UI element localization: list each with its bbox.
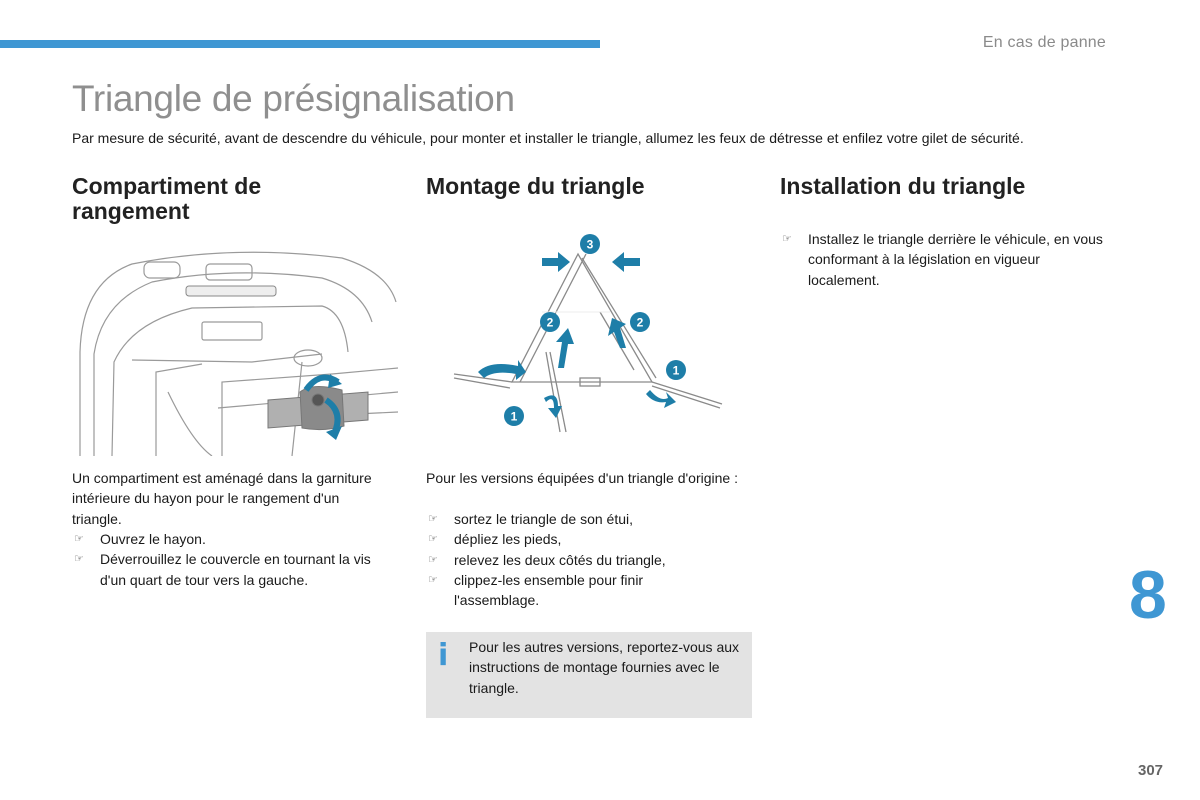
trunk-compartment-illustration	[72, 242, 398, 456]
step-badge-1-right: 1	[672, 363, 680, 378]
hand-pointer-icon: ☞	[74, 553, 84, 566]
hand-pointer-icon: ☞	[74, 533, 84, 545]
page-title: Triangle de présignalisation	[72, 78, 515, 119]
intro-paragraph: Par mesure de sécurité, avant de descendre du véhicule, pour monter et installer le triangle, allumez les feux de détresse et enfilez votre gilet de sécurité.	[72, 130, 1024, 146]
installation-bullets	[780, 229, 1110, 290]
heading-assembly: Montage du triangle	[426, 173, 645, 199]
header-accent-bar	[0, 40, 600, 48]
list-item: ☞ clippez-les ensemble pour finir l'assemblage.	[428, 571, 644, 609]
list-item: ☞ Ouvrez le hayon.	[72, 529, 390, 549]
list-item: ☞ Installez le triangle derrière le véhicule, en vous conformant à la législation en vigueur localement.	[782, 231, 1103, 288]
assembly-text: Pour les versions équipées d'un triangle d'origine :	[426, 470, 738, 486]
hand-pointer-icon: ☞	[782, 233, 792, 245]
heading-storage: Compartiment de rangement	[72, 173, 262, 224]
section-label: En cas de panne	[982, 34, 1106, 51]
step-badge-2-right: 2	[636, 315, 644, 330]
info-icon: i	[438, 638, 449, 673]
step-badges	[504, 234, 686, 426]
chapter-number: 8	[1129, 557, 1167, 633]
list-item: ☞ Déverrouillez le couvercle en tournant la vis d'un quart de tour vers la gauche.	[74, 551, 371, 588]
list-item: ☞ relevez les deux côtés du triangle,	[426, 550, 744, 570]
step-badge-2-left: 2	[546, 315, 554, 330]
hand-pointer-icon: ☞	[428, 513, 438, 525]
storage-bullets	[72, 529, 390, 590]
storage-text: Un compartiment est aménagé dans la garniture intérieure du hayon pour le rangement d'un triangle.	[72, 470, 372, 527]
info-text: Pour les autres versions, reportez-vous aux instructions de montage fournies avec le triangle.	[469, 639, 740, 696]
hand-pointer-icon: ☞	[428, 553, 438, 566]
step-badge-3: 3	[586, 237, 594, 252]
step-badge-1-left: 1	[510, 409, 518, 424]
hand-pointer-icon: ☞	[428, 573, 438, 586]
hand-pointer-icon: ☞	[428, 533, 438, 546]
list-item: ☞ dépliez les pieds,	[426, 529, 744, 549]
list-item: ☞ sortez le triangle de son étui,	[426, 509, 744, 529]
heading-installation: Installation du triangle	[780, 173, 1026, 199]
page-number: 307	[1138, 762, 1164, 779]
assembly-bullets	[426, 509, 744, 610]
info-box	[426, 632, 752, 718]
triangle-assembly-illustration	[450, 232, 730, 438]
